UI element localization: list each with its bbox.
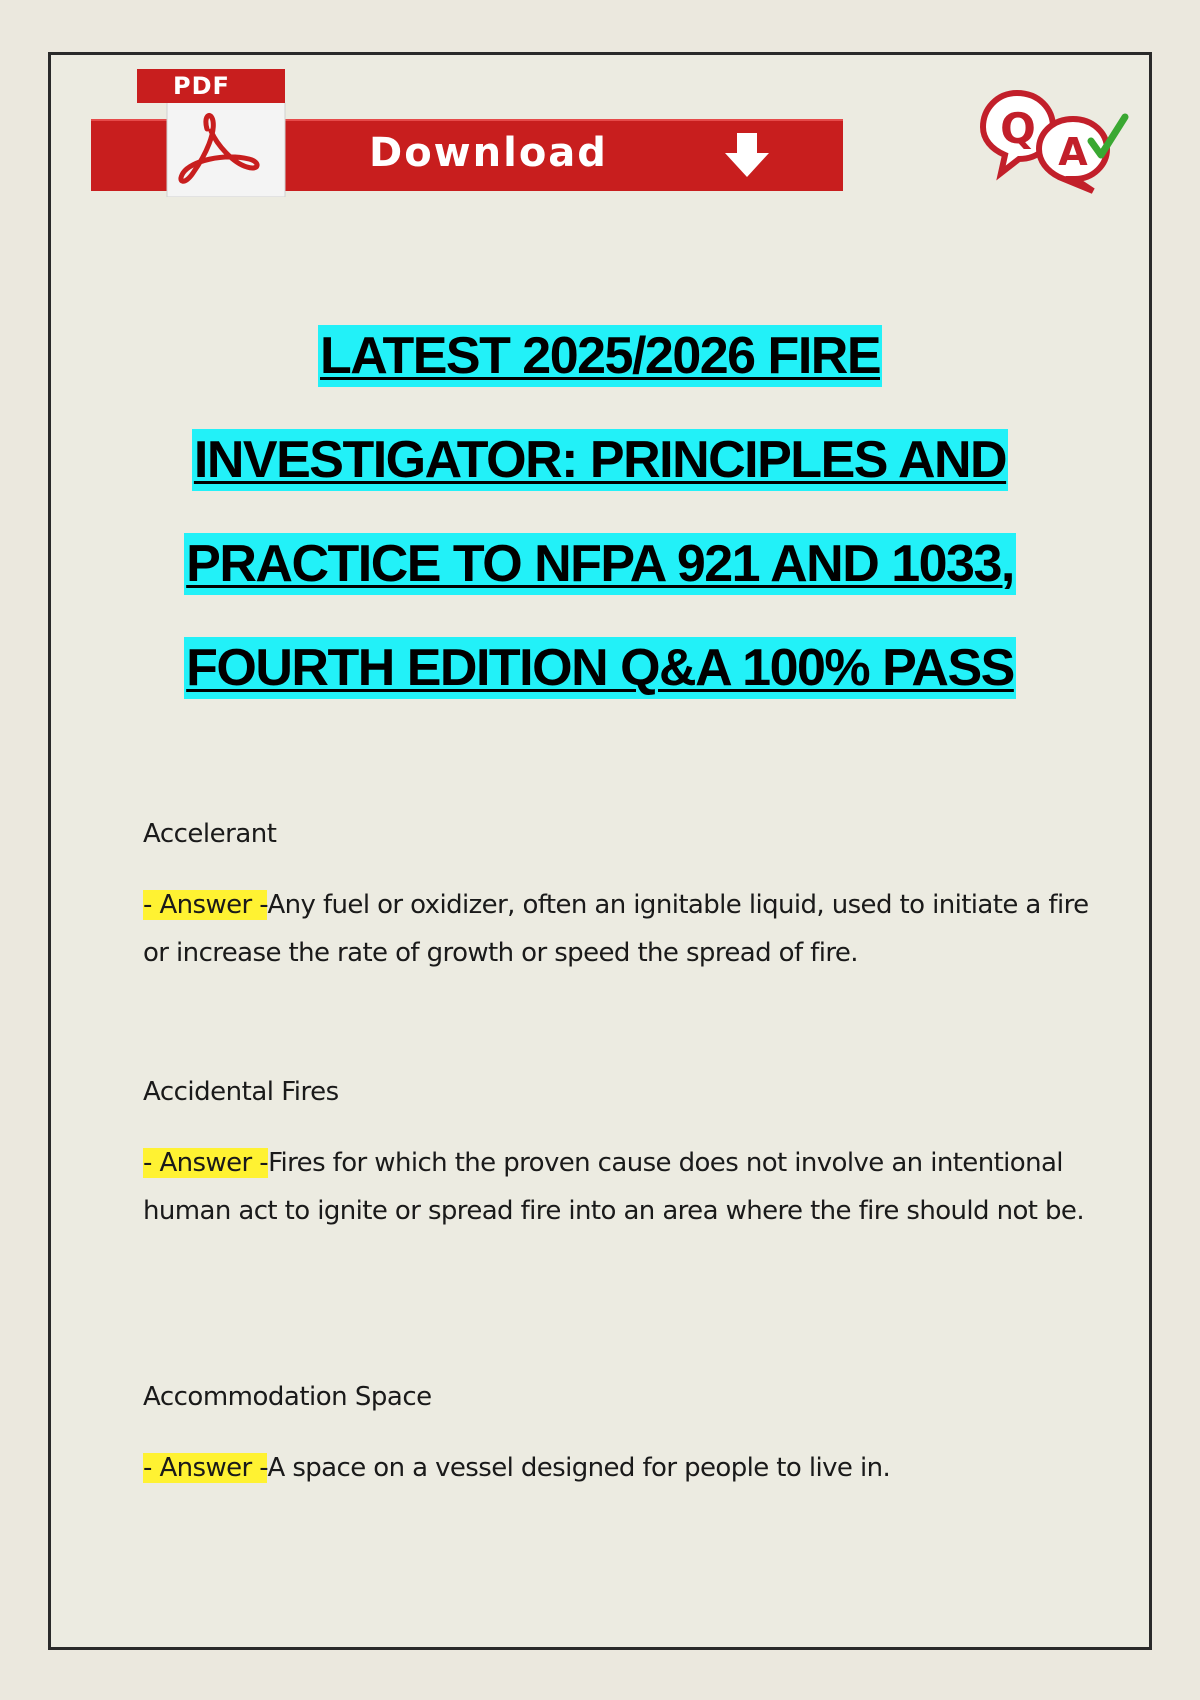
logo-q-letter: Q bbox=[1000, 104, 1036, 153]
download-banner[interactable] bbox=[91, 67, 843, 197]
logo-a-letter: A bbox=[1058, 130, 1088, 174]
qa-term: Accelerant bbox=[143, 819, 277, 849]
answer-prefix: - Answer - bbox=[143, 1148, 269, 1178]
download-label[interactable]: Download bbox=[369, 130, 608, 176]
pdf-tag: PDF bbox=[137, 69, 285, 103]
answer-text: Any fuel or oxidizer, often an ignitable liquid, used to initiate a fire or increase the rate of growth or speed the spread of fire. bbox=[143, 890, 1089, 968]
document-title bbox=[51, 317, 1149, 733]
qa-logo-icon bbox=[979, 85, 1129, 195]
pdf-file-icon bbox=[137, 69, 287, 197]
document-page bbox=[48, 52, 1152, 1650]
qa-list bbox=[143, 815, 1103, 1492]
answer-text: A space on a vessel designed for people to live in. bbox=[267, 1453, 891, 1483]
qa-entry-accelerant bbox=[143, 815, 1103, 1073]
qa-entry-accidental-fires bbox=[143, 1073, 1103, 1378]
title-line-4: FOURTH EDITION Q&A 100% PASS bbox=[186, 639, 1014, 697]
qa-answer bbox=[143, 881, 1103, 977]
title-line-1: LATEST 2025/2026 FIRE bbox=[320, 327, 880, 385]
title-line-3: PRACTICE TO NFPA 921 AND 1033, bbox=[186, 535, 1014, 593]
qa-entry-accommodation-space bbox=[143, 1378, 1103, 1492]
answer-prefix: - Answer - bbox=[143, 1453, 268, 1483]
answer-text: Fires for which the proven cause does not involve an intentional human act to ignite or spread fire into an area where the fire should not be. bbox=[143, 1148, 1084, 1226]
qa-term: Accidental Fires bbox=[143, 1077, 339, 1107]
download-arrow-icon[interactable] bbox=[719, 129, 775, 181]
qa-answer bbox=[143, 1444, 1103, 1492]
title-line-2: INVESTIGATOR: PRINCIPLES AND bbox=[193, 431, 1007, 489]
qa-term: Accommodation Space bbox=[143, 1382, 432, 1412]
answer-prefix: - Answer - bbox=[143, 890, 268, 920]
qa-answer bbox=[143, 1139, 1103, 1235]
